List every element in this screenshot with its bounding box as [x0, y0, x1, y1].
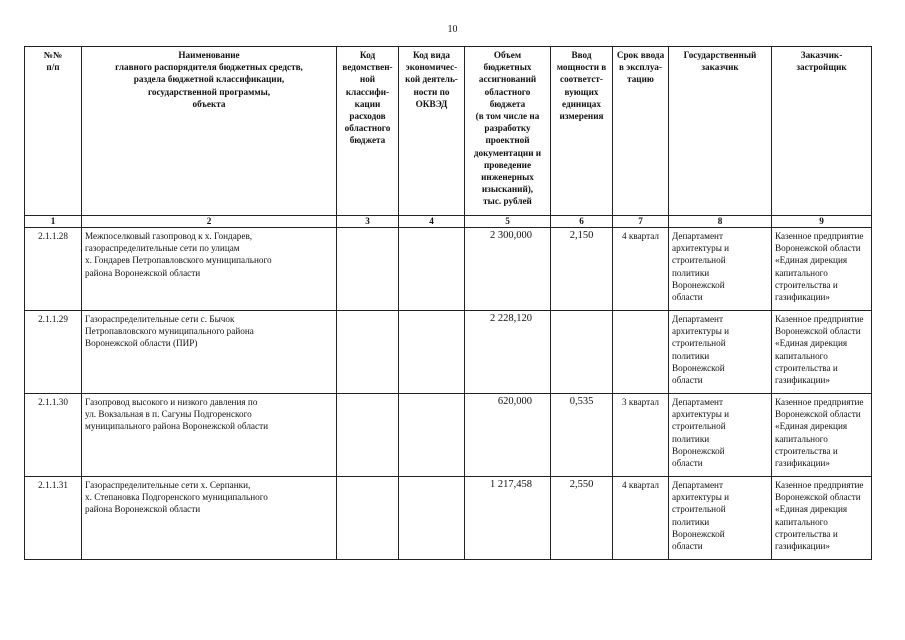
- header-customer: Государственный заказчик: [669, 47, 772, 216]
- column-number: 4: [399, 216, 465, 228]
- header-term: Срок ввода в эксплуа- тацию: [613, 47, 669, 216]
- power-cell: 2,150: [551, 228, 613, 311]
- power-cell: 0,535: [551, 394, 613, 477]
- column-number: 2: [82, 216, 337, 228]
- dept-code-cell: [337, 228, 399, 311]
- object-name: Межпоселковый газопровод к х. Гондарев, газораспределительные сети по улицам х. Гондарев Петропавловского муниципального района Воронежской области: [82, 228, 337, 311]
- dept-code-cell: [337, 477, 399, 560]
- column-number: 5: [465, 216, 551, 228]
- row-number: 2.1.1.31: [25, 477, 82, 560]
- okved-cell: [399, 394, 465, 477]
- volume-cell: 2 300,000: [465, 228, 551, 311]
- header-developer: Заказчик- застройщик: [772, 47, 872, 216]
- term-cell: 4 квартал: [613, 228, 669, 311]
- term-cell: 4 квартал: [613, 477, 669, 560]
- header-volume: Объем бюджетных ассигнований областного бюджета (в том числе на разработку проектной документации и проведение инженерных изысканий), тыс. рублей: [465, 47, 551, 216]
- table-row: [25, 477, 872, 560]
- table-row: [25, 311, 872, 394]
- header-num: №№ п/п: [25, 47, 82, 216]
- customer-cell: Департамент архитектуры и строительной политики Воронежской области: [669, 311, 772, 394]
- term-cell: [613, 311, 669, 394]
- volume-cell: 620,000: [465, 394, 551, 477]
- dept-code-cell: [337, 311, 399, 394]
- power-cell: [551, 311, 613, 394]
- row-number: 2.1.1.28: [25, 228, 82, 311]
- header-row: [25, 47, 872, 216]
- okved-cell: [399, 477, 465, 560]
- column-number: 1: [25, 216, 82, 228]
- customer-cell: Департамент архитектуры и строительной политики Воронежской области: [669, 228, 772, 311]
- volume-cell: 2 228,120: [465, 311, 551, 394]
- table-row: [25, 228, 872, 311]
- developer-cell: Казенное предприятие Воронежской области «Единая дирекция капитального строительства и газификации»: [772, 394, 872, 477]
- column-number: 6: [551, 216, 613, 228]
- term-cell: 3 квартал: [613, 394, 669, 477]
- object-name: Газораспределительные сети с. Бычок Петропавловского муниципального района Воронежской области (ПИР): [82, 311, 337, 394]
- row-number: 2.1.1.30: [25, 394, 82, 477]
- developer-cell: Казенное предприятие Воронежской области «Единая дирекция капитального строительства и газификации»: [772, 477, 872, 560]
- customer-cell: Департамент архитектуры и строительной политики Воронежской области: [669, 394, 772, 477]
- page-number: 10: [447, 24, 458, 35]
- header-okved: Код вида экономичес- кой деятель- ности по ОКВЭД: [399, 47, 465, 216]
- budget-table: [24, 46, 872, 560]
- volume-cell: 1 217,458: [465, 477, 551, 560]
- header-dept-code: Код ведомствен- ной классифи- кации расходов областного бюджета: [337, 47, 399, 216]
- column-number: 3: [337, 216, 399, 228]
- object-name: Газораспределительные сети х. Серпанки, х. Степановка Подгоренского муниципального района Воронежской области: [82, 477, 337, 560]
- dept-code-cell: [337, 394, 399, 477]
- table-row: [25, 394, 872, 477]
- object-name: Газопровод высокого и низкого давления по ул. Вокзальная в п. Сагуны Подгоренского муниципального района Воронежской области: [82, 394, 337, 477]
- okved-cell: [399, 311, 465, 394]
- column-number: 9: [772, 216, 872, 228]
- column-number: 8: [669, 216, 772, 228]
- row-number: 2.1.1.29: [25, 311, 82, 394]
- header-power: Ввод мощности в соответст- вующих единицах измерения: [551, 47, 613, 216]
- power-cell: 2,550: [551, 477, 613, 560]
- column-number-row: [25, 216, 872, 228]
- header-name: Наименование главного распорядителя бюджетных средств, раздела бюджетной классификации, государственной программы, объекта: [82, 47, 337, 216]
- customer-cell: Департамент архитектуры и строительной политики Воронежской области: [669, 477, 772, 560]
- column-number: 7: [613, 216, 669, 228]
- okved-cell: [399, 228, 465, 311]
- developer-cell: Казенное предприятие Воронежской области «Единая дирекция капитального строительства и газификации»: [772, 311, 872, 394]
- developer-cell: Казенное предприятие Воронежской области «Единая дирекция капитального строительства и газификации»: [772, 228, 872, 311]
